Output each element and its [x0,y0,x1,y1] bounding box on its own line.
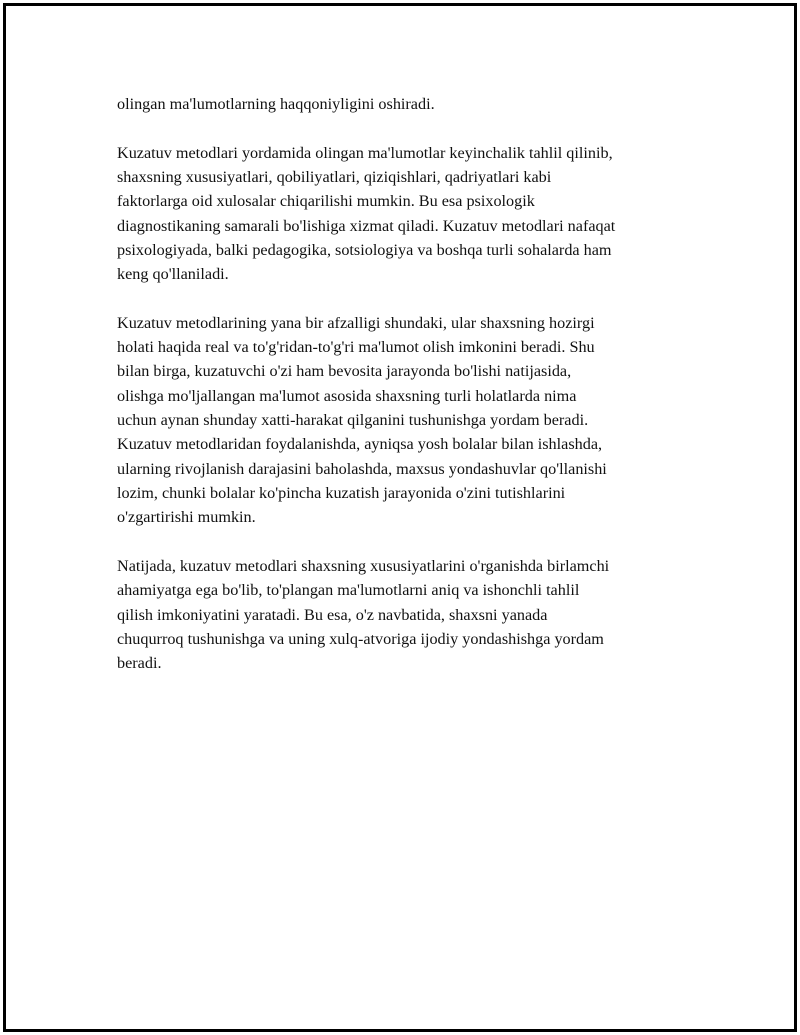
paragraph-4: Natijada, kuzatuv metodlari shaxsning xususiyatlarini o'rganishda birlamchi ahamiyatga ega bo'lib, to'plangan ma'lumotlarni aniq va ishonchli tahlil qilish imkoniyatini yaratadi. Bu esa, o'z navbatida, shaxsni yanada chuqurroq tushunishga va uning xulq-atvoriga ijodiy yondashishga yordam beradi. [117,556,610,673]
paragraph-3: Kuzatuv metodlarining yana bir afzalligi shundaki, ular shaxsning hozirgi holati haqida real va to'g'ridan-to'g'ri ma'lumot olish imkonini beradi. Shu bilan birga, kuzatuvchi o'zi ham bevosita jarayonda bo'lishi natijasida, olishga mo'ljallangan ma'lumot asosida shaxsning turli holatlarda nima uchun aynan shunday xatti-harakat qilganini tushunishga yordam beradi. Kuzatuv metodlaridan foydalanishda, ayniqsa yosh bolalar bilan ishlashda, ularning rivojlanish darajasini baholashda, maxsus yondashuvlar qo'llanishi lozim, chunki bolalar ko'pincha kuzatish jarayonida o'zini tutishlarini o'zgartirishi mumkin. [117,313,607,527]
document-body [117,92,702,700]
paragraph-1: olingan ma'lumotlarning haqqoniyligini oshiradi. [117,95,435,113]
paragraph-2: Kuzatuv metodlari yordamida olingan ma'lumotlar keyinchalik tahlil qilinib, shaxsning xususiyatlari, qobiliyatlari, qiziqishlari, qadriyatlari kabi faktorlarga oid xulosalar chiqarilishi mumkin. Bu esa psixologik diagnostikaning samarali bo'lishiga xizmat qiladi. Kuzatuv metodlari nafaqat psixologiyada, balki pedagogika, sotsiologiya va boshqa turli sohalarda ham keng qo'llaniladi. [117,143,616,284]
